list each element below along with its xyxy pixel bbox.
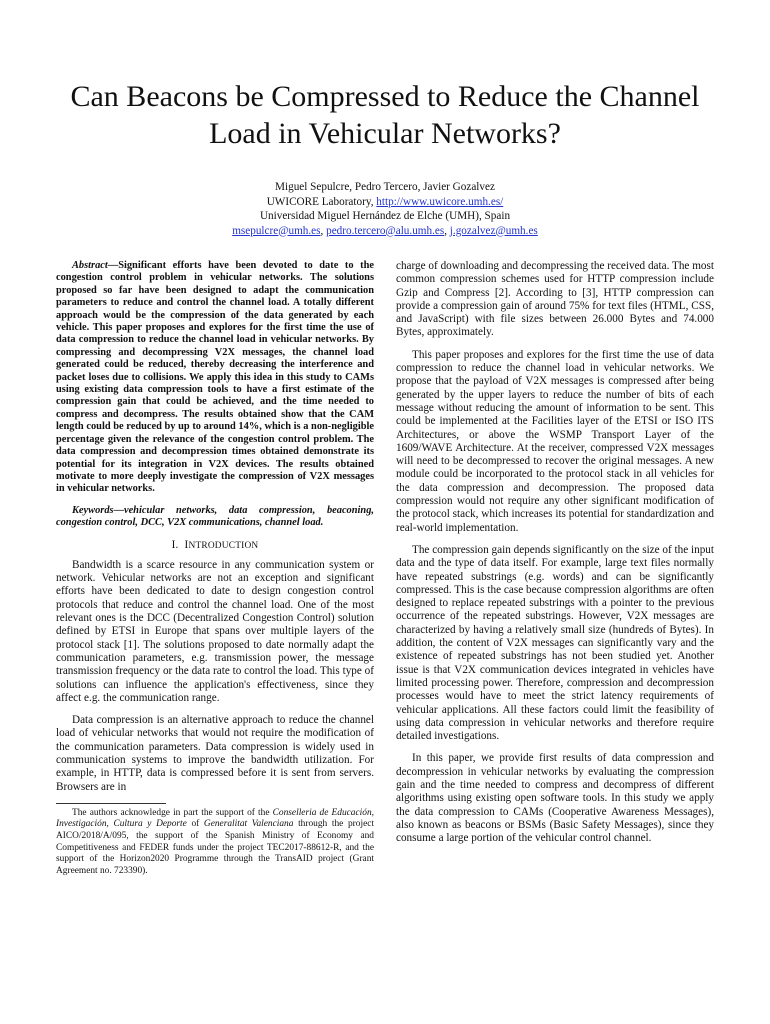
footnote-suffix: through the project AICO/2018/A/095, the support of the Spanish Ministry of Economy and Competitiveness and FEDER funds under the project TEC2017-88612-R, and the support of the Horizon2020 Programme through the TransAID project (Grant Agreement no. 723390).	[56, 819, 374, 876]
paragraph: In this paper, we provide first results of data compression and decompression in vehicular networks by evaluating the compression gain and the time needed to compress and decompress of different algorithms using existing open software tools. In this study we apply the data compression to CAMs (Cooperative Awareness Messages), also known as beacons or BSMs (Basic Safety Messages), since they consume a large portion of the vehicular control channel.	[396, 752, 714, 845]
email-link[interactable]: msepulcre@umh.es	[232, 224, 321, 237]
affiliation-lab	[100, 195, 670, 210]
footnote-italic-2: Generalitat Valenciana	[203, 819, 294, 830]
author-emails	[100, 224, 670, 239]
paragraph: Bandwidth is a scarce resource in any communication system or network. Vehicular networks are not an exception and significant efforts have been dedicated to date to design congestion control protocols that reduce and control the channel load. One of the most relevant ones is the DCC (Decentralized Congestion Control) solution defined by ETSI in Europe that spans over multiple layers of the protocol stack [1]. The solutions proposed to date normally adapt the communication parameters, e.g. transmission power, the message transmission frequency or the data rate to control the load. This type of solutions can influence the application's effectiveness, since they affect e.g. the communication range.	[56, 558, 374, 704]
paragraph: Data compression is an alternative approach to reduce the channel load of vehicular networks that would not require the modification of the communication parameters. Data compression is widely used in communication systems to improve the bandwidth utilization. For example, in HTTP, data is compressed before it is sent from servers. Browsers are in	[56, 714, 374, 793]
paragraph: The compression gain depends significantly on the size of the input data and the type of data itself. For example, large text files normally have repeated substrings (e.g. words) and can be significantly compressed. This is the case because compression algorithms are often designed to replace repeated substrings with a pointer to the previous occurrence of the repeated substrings. However, V2X messages are characterized by having a relatively small size (hundreds of Bytes). In addition, the content of V2X messages can significantly vary and the existence of repeated substrings has not been studied yet. Another issue is that V2X communication devices integrated in vehicles have limited processing power. Therefore, compression and decompression processes would have to meet the strict latency requirements of vehicular applications. All these factors could limit the feasibility of using data compression in vehicular networks and therefore require detailed investigations.	[396, 543, 714, 743]
section-heading-introduction	[56, 539, 374, 553]
footnote-middle: of	[186, 819, 204, 830]
footnote-prefix: The authors acknowledge in part the support of the	[72, 807, 273, 818]
email-link[interactable]: pedro.tercero@alu.umh.es	[326, 224, 445, 237]
footnote-italic: Conselleria de Educación, Investigación, Cultura y Deporte	[56, 807, 374, 830]
footnote-divider	[56, 803, 166, 804]
paper-title: Can Beacons be Compressed to Reduce the Channel Load in Vehicular Networks?	[70, 80, 700, 150]
affiliation-university: Universidad Miguel Hernández de Elche (UMH), Spain	[259, 210, 511, 222]
email-link[interactable]: j.gozalvez@umh.es	[449, 224, 538, 237]
footnote	[56, 808, 374, 878]
abstract-lead: Abstract	[72, 260, 108, 271]
right-column	[396, 260, 714, 854]
abstract	[56, 260, 374, 496]
section-title-rest: NTRODUCTION	[188, 540, 259, 551]
author-block	[100, 180, 670, 238]
lab-url-link[interactable]: http://www.uwicore.umh.es/	[376, 195, 504, 208]
left-column	[56, 260, 374, 886]
paragraph: This paper proposes and explores for the first time the use of data compression to reduce the channel load in vehicular networks. We propose that the payload of V2X messages is compressed after being generated by the upper layers to reduce the number of bits of each message without reducing the amount of information to be sent. This could be implemented at the Facilities layer of the ETSI or ISO ITS Architectures, or above the WSMP Transport Layer of the 1609/WAVE Architecture. At the receiver, compressed V2X messages will need to be decompressed to recover the original messages. A new module could be incorporated to the protocol stack in all vehicles for the data compression and decompression. The proposed data compression would not require any other significant modification of the protocol stack, which increases its potential for standardization and real-world implementation.	[396, 348, 714, 534]
section-number: I.	[171, 538, 179, 551]
section-title-initial: I	[184, 538, 189, 551]
abstract-text: Significant efforts have been devoted to date to the congestion control problem in vehicular networks. The solutions proposed so far have been designed to adapt the communication parameters to reduce and control the channel load. A totally different approach would be the compression of the data generated by each vehicle. This paper proposes and explores for the first time the use of data compression to reduce the channel load in vehicular networks. By compressing and decompressing V2X messages, the channel load generated could be reduced, thereby decreasing the interference and packet loses due to collisions. We apply this idea in this study to CAMs using existing data compression tools to have a first estimate of the compression gain that could be achieved, and the time needed to compress and decompress. The results obtained show that the CAM length could be reduced by up to around 14%, which is a non-negligible percentage given the relevance of the congestion control problem. The data compression and decompression times obtained demonstrate its potential for its integration in V2X devices. The results obtained motivate to more deeply investigate the compression of V2X messages in vehicular networks.	[56, 260, 374, 495]
abstract-dash: —	[107, 260, 119, 271]
lab-name: UWICORE Laboratory,	[266, 195, 377, 208]
author-names: Miguel Sepulcre, Pedro Tercero, Javier Gozalvez	[275, 181, 495, 193]
email-separator: ,	[320, 224, 327, 237]
email-separator: ,	[444, 224, 450, 237]
paragraph: charge of downloading and decompressing the received data. The most common compression schemes used for HTTP compression include Gzip and Compress [2]. According to [3], HTTP compression can provide a compression gain of around 75% for text files (HTML, CSS, and JavaScript) with file sizes between 26.000 Bytes and 74.000 Bytes, approximately.	[396, 260, 714, 339]
keywords: Keywords—vehicular networks, data compression, beaconing, congestion control, DCC, V2X communications, channel load.	[56, 504, 374, 529]
